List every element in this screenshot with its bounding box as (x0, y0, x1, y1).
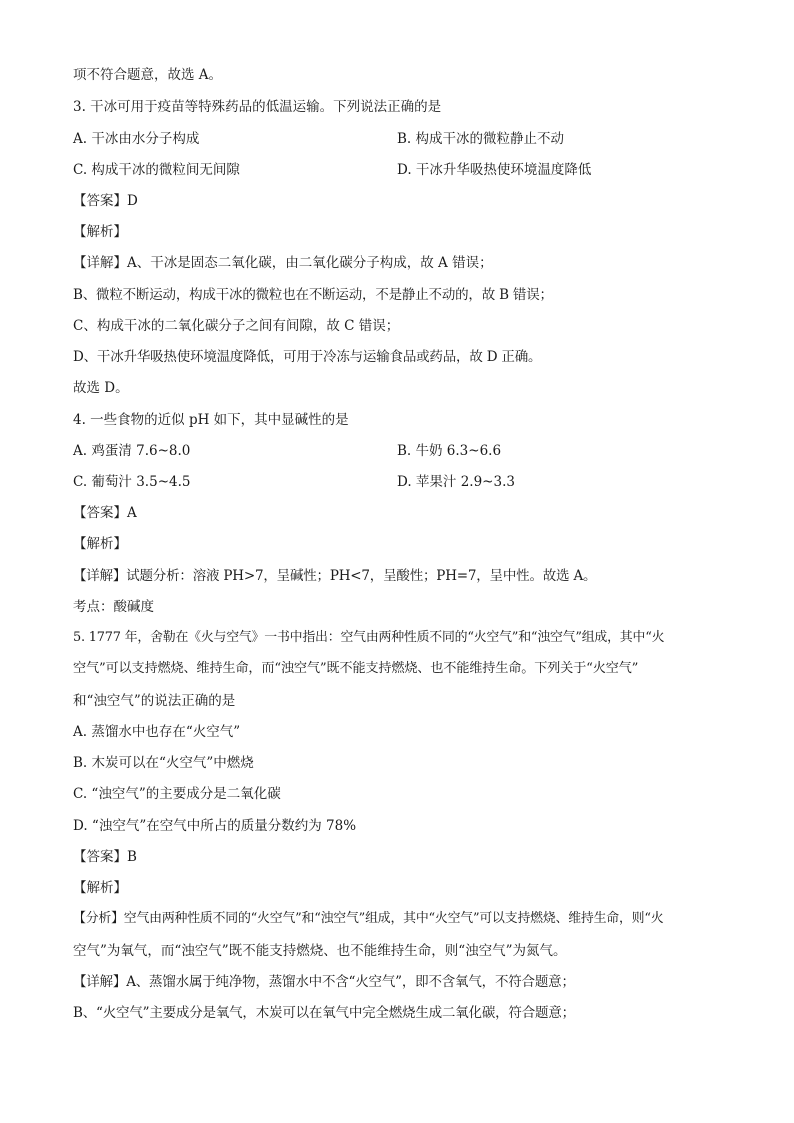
option-b: B. 木炭可以在“火空气”中燃烧 (73, 755, 254, 771)
question-5-stem: 空气”可以支持燃烧、维持生命，而“浊空气”既不能支持燃烧、也不能维持生命。下列关于“火空气” (73, 661, 639, 676)
text-line: 项不符合题意，故选 A。 (73, 67, 223, 83)
question-3-options-row-2 (73, 160, 724, 180)
option-d: D. “浊空气”在空气中所占的质量分数约为 78% (73, 818, 357, 834)
detail-line: D、干冰升华吸热使环境温度降低，可用于冷冻与运输食品或药品，故 D 正确。 (73, 349, 542, 365)
analysis-heading: 【解析】 (73, 536, 127, 552)
question-4-options-row-1 (73, 441, 724, 461)
option-a: A. 干冰由水分子构成 (73, 131, 200, 147)
detail-line: 【详解】A、蒸馏水属于纯净物，蒸馏水中不含“火空气”，即不含氧气，不符合题意； (73, 974, 575, 990)
option-b: B. 构成干冰的微粒静止不动 (397, 131, 565, 147)
detail-line: C、构成干冰的二氧化碳分子之间有间隙，故 C 错误； (73, 318, 400, 334)
detail-line: 【详解】试题分析：溶液 PH>7，呈碱性；PH<7，呈酸性；PH=7，呈中性。故选 A。 (73, 568, 597, 584)
analysis-heading: 【解析】 (73, 224, 127, 240)
question-5-stem: 5. 1777 年，舍勒在《火与空气》一书中指出：空气由两种性质不同的“火空气”和“浊空气”组成，其中“火 (73, 630, 665, 645)
question-4-stem: 4. 一些食物的近似 pH 如下，其中显碱性的是 (73, 412, 349, 428)
question-3-stem: 3. 干冰可用于疫苗等特殊药品的低温运输。下列说法正确的是 (73, 99, 442, 115)
option-c: C. 葡萄汁 3.5~4.5 (73, 474, 191, 490)
answer-line: 【答案】D (73, 193, 138, 209)
knowledge-point-line: 考点：酸碱度 (73, 599, 154, 615)
option-a: A. 鸡蛋清 7.6~8.0 (73, 443, 191, 459)
answer-line: 【答案】B (73, 849, 137, 865)
analysis-line: 【分析】空气由两种性质不同的“火空气”和“浊空气”组成，其中“火空气”可以支持燃烧、维持生命，则“火 (73, 911, 664, 926)
option-d: D. 干冰升华吸热使环境温度降低 (397, 162, 592, 178)
detail-line: B、微粒不断运动，构成干冰的微粒也在不断运动，不是静止不动的，故 B 错误； (73, 287, 553, 303)
answer-line: 【答案】A (73, 505, 137, 521)
question-5-stem: 和“浊空气”的说法正确的是 (73, 693, 236, 709)
question-4-options-row-2 (73, 472, 724, 492)
option-b: B. 牛奶 6.3~6.6 (397, 443, 502, 459)
conclusion-line: 故选 D。 (73, 380, 129, 396)
question-3-options-row-1 (73, 129, 724, 149)
option-c: C. “浊空气”的主要成分是二氧化碳 (73, 786, 281, 802)
option-d: D. 苹果汁 2.9~3.3 (397, 474, 515, 490)
detail-line: B、“火空气”主要成分是氧气，木炭可以在氧气中完全燃烧生成二氧化碳，符合题意； (73, 1005, 575, 1021)
detail-line: 【详解】A、干冰是固态二氧化碳，由二氧化碳分子构成，故 A 错误； (73, 255, 493, 271)
analysis-heading: 【解析】 (73, 880, 127, 896)
analysis-line: 空气”为氧气，而“浊空气”既不能支持燃烧、也不能维持生命，则“浊空气”为氮气。 (73, 943, 567, 959)
option-a: A. 蒸馏水中也存在“火空气” (73, 724, 241, 740)
option-c: C. 构成干冰的微粒间无间隙 (73, 162, 240, 178)
